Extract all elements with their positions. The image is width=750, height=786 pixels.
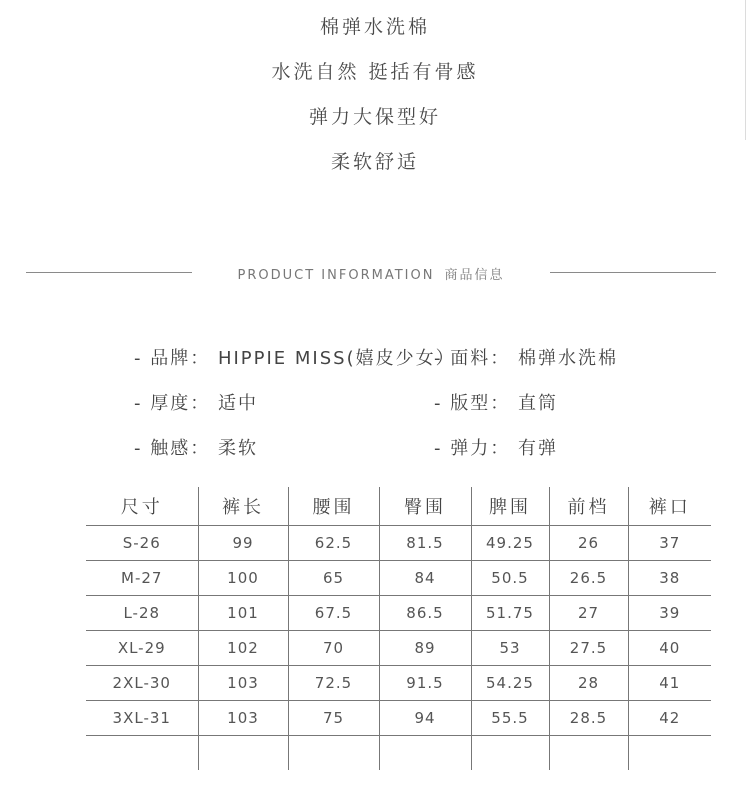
table-cell: 84 [379, 561, 471, 596]
table-cell: 103 [198, 666, 288, 701]
table-cell: M-27 [86, 561, 198, 596]
table-cell: 26.5 [549, 561, 628, 596]
header-front-rise: 前档 [549, 487, 628, 526]
table-cell: 103 [198, 701, 288, 736]
section-title-en: PRODUCT INFORMATION [237, 268, 435, 283]
header-waist: 腰围 [288, 487, 379, 526]
table-row [86, 526, 711, 561]
size-table [86, 487, 711, 770]
header-thigh: 脾围 [471, 487, 549, 526]
header-hip: 臀围 [379, 487, 471, 526]
feature-line-1: 棉弹水洗棉 [319, 16, 430, 38]
table-cell: 91.5 [379, 666, 471, 701]
table-cell-empty [379, 736, 471, 771]
table-cell: 99 [198, 526, 288, 561]
table-cell: L-28 [86, 596, 198, 631]
table-cell: 37 [628, 526, 711, 561]
table-row [86, 631, 711, 666]
info-feel: - 触感： 柔软 [134, 438, 258, 459]
table-cell: 101 [198, 596, 288, 631]
table-cell: 39 [628, 596, 711, 631]
info-brand: - 品牌： HIPPIE MISS(嬉皮少女） [134, 348, 456, 369]
table-row [86, 561, 711, 596]
table-cell-empty [471, 736, 549, 771]
table-cell: 2XL-30 [86, 666, 198, 701]
table-cell: 28.5 [549, 701, 628, 736]
table-cell-empty [549, 736, 628, 771]
header-length: 裤长 [198, 487, 288, 526]
table-cell: 42 [628, 701, 711, 736]
table-cell: 100 [198, 561, 288, 596]
info-thickness: - 厚度： 适中 [134, 393, 258, 414]
table-cell: S-26 [86, 526, 198, 561]
table-cell: 55.5 [471, 701, 549, 736]
size-table-header [86, 487, 711, 526]
table-cell: 28 [549, 666, 628, 701]
table-cell: 3XL-31 [86, 701, 198, 736]
table-cell: 27 [549, 596, 628, 631]
table-cell: 51.75 [471, 596, 549, 631]
section-title-cn: 商品信息 [444, 268, 505, 283]
feature-line-2: 水洗自然 挺括有骨感 [271, 61, 479, 83]
table-cell: 67.5 [288, 596, 379, 631]
table-cell: 53 [471, 631, 549, 666]
table-cell: 102 [198, 631, 288, 666]
info-fit: - 版型： 直筒 [434, 393, 558, 414]
table-cell-empty [86, 736, 198, 771]
table-cell: 50.5 [471, 561, 549, 596]
table-cell: 38 [628, 561, 711, 596]
table-cell: 86.5 [379, 596, 471, 631]
table-row [86, 701, 711, 736]
table-cell: 94 [379, 701, 471, 736]
table-cell: 62.5 [288, 526, 379, 561]
table-cell: 70 [288, 631, 379, 666]
info-stretch: - 弹力： 有弹 [434, 438, 558, 459]
table-cell: 27.5 [549, 631, 628, 666]
section-divider-left [26, 272, 192, 273]
table-cell: 89 [379, 631, 471, 666]
table-cell: 72.5 [288, 666, 379, 701]
table-empty-row [86, 736, 711, 771]
table-cell-empty [198, 736, 288, 771]
section-divider-right [550, 272, 716, 273]
table-cell: 65 [288, 561, 379, 596]
table-cell: 40 [628, 631, 711, 666]
info-fabric: - 面料： 棉弹水洗棉 [434, 348, 618, 369]
table-cell: 41 [628, 666, 711, 701]
table-cell: 26 [549, 526, 628, 561]
feature-line-3: 弹力大保型好 [308, 106, 441, 128]
table-cell: 49.25 [471, 526, 549, 561]
table-row [86, 666, 711, 701]
table-cell-empty [628, 736, 711, 771]
table-cell: XL-29 [86, 631, 198, 666]
table-cell: 81.5 [379, 526, 471, 561]
table-cell-empty [288, 736, 379, 771]
feature-line-4: 柔软舒适 [330, 151, 419, 173]
header-size: 尺寸 [86, 487, 198, 526]
table-row [86, 596, 711, 631]
section-title [192, 264, 550, 283]
table-cell: 75 [288, 701, 379, 736]
table-cell: 54.25 [471, 666, 549, 701]
header-leg-opening: 裤口 [628, 487, 711, 526]
